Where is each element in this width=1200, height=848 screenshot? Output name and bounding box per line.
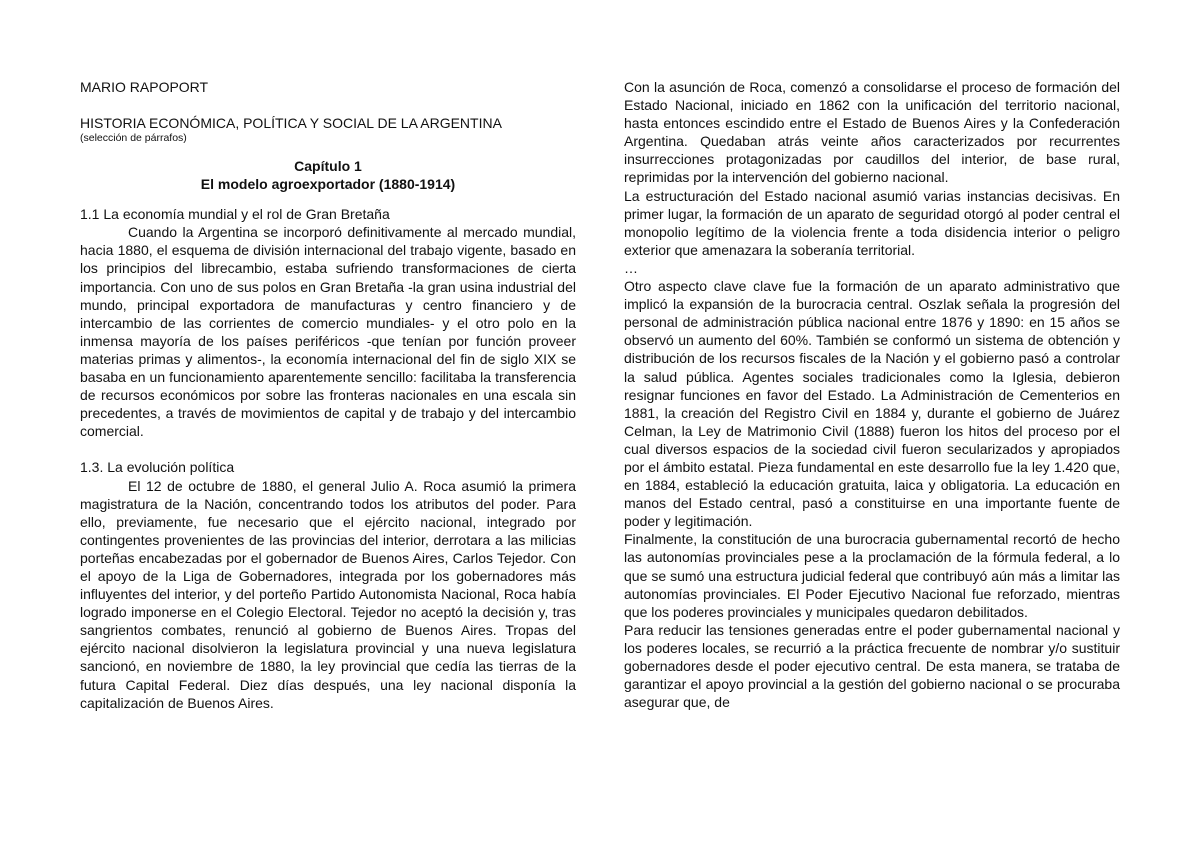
subtitle: (selección de párrafos)	[80, 132, 187, 145]
right-column	[624, 78, 1120, 711]
section-heading-1: 1.1 La economía mundial y el rol de Gran Bretaña	[80, 206, 390, 223]
paragraph-burocracia: Finalmente, la constitución de una burocracia gubernamental recortó de hecho las autonomías provinciales pese a la proclamación de la fórmula federal, a lo que se sumó una estructura judicial federal que contribuyó aún más a limitar las autonomías provinciales. El Poder Ejecutivo Nacional fue reforzado, mientras que los poderes provinciales y municipales quedaron debilitados.	[624, 531, 1120, 620]
paragraph-tensiones: Para reducir las tensiones generadas entre el poder gubernamental nacional y los poderes locales, se recurrió a la práctica frecuente de nombrar y/o sustituir gobernadores desde el poder ejecutivo central. De esta manera, se trataba de garantizar el apoyo provincial a la gestión del gobierno nacional o se procuraba asegurar que, de	[624, 621, 1120, 711]
left-column	[80, 78, 576, 712]
section-1-paragraph: Cuando la Argentina se incorporó definitivamente al mercado mundial, hacia 1880, el esquema de división internacional del trabajo vigente, basado en los principios del librecambio, estaba sufriendo transformaciones de cierta importancia. Con uno de sus polos en Gran Bretaña -la gran usina industrial del mundo, principal exportadora de manufacturas y centro financiero y de intercambio de las corrientes de comercio mundiales- y el otro polo en la inmensa mayoría de los países periféricos -que tenían por función proveer materias primas y alimentos-, la economía internacional del fin de siglo XIX se basaba en un funcionamiento aparentemente sencillo: facilitaba la transferencia de recursos económicos por sobre las fronteras nacionales en una escala sin precedentes, a través de movimientos de capital y de trabajo y del intercambio comercial.	[80, 224, 576, 440]
book-title: HISTORIA ECONÓMICA, POLÍTICA Y SOCIAL DE LA ARGENTINA	[80, 115, 502, 132]
chapter-heading	[80, 157, 576, 193]
paragraph-estructuracion: La estructuración del Estado nacional asumió varias instancias decisivas. En primer lugar, la formación de un aparato de seguridad otorgó al poder central el monopolio legítimo de la violencia frente a toda disidencia interior o peligro exterior que amenazara la soberanía territorial.	[624, 187, 1120, 258]
ellipsis: …	[624, 259, 638, 276]
chapter-title: El modelo agroexportador (1880-1914)	[200, 176, 456, 193]
section-3-paragraph: El 12 de octubre de 1880, el general Julio A. Roca asumió la primera magistratura de la Nación, concentrando todos los atributos del poder. Para ello, previamente, fue necesario que el ejército nacional, integrado por contingentes provenientes de las provincias del interior, derrotara a las milicias porteñas encabezadas por el gobernador de Buenos Aires, Carlos Tejedor. Con el apoyo de la Liga de Gobernadores, integrada por los gobernadores más influyentes del interior, y del porteño Partido Autonomista Nacional, Roca había logrado imponerse en el Colegio Electoral. Tejedor no aceptó la decisión y, tras sangrientos combates, renunció al gobierno de Buenos Aires. Tropas del ejército nacional disolvieron la legislatura provincial y una nueva legislatura sancionó, en noviembre de 1880, la ley provincial que cedía las tierras de la futura Capital Federal. Diez días después, una ley nacional disponía la capitalización de Buenos Aires.	[80, 477, 576, 711]
author-name: MARIO RAPOPORT	[80, 79, 209, 95]
section-heading-3: 1.3. La evolución política	[80, 459, 235, 476]
spacer	[80, 440, 576, 458]
chapter-label: Capítulo 1	[294, 158, 362, 175]
paragraph-roca: Con la asunción de Roca, comenzó a consolidarse el proceso de formación del Estado Nacional, iniciado en 1862 con la unificación del territorio nacional, hasta entonces escindido entre el Estado de Buenos Aires y la Confederación Argentina. Quedaban atrás veinte años caracterizados por recurrentes insurrecciones protagonizadas por caudillos del interior, de base rural, reprimidas por la intervención del gobierno nacional.	[624, 79, 1120, 186]
paragraph-aparato-administrativo: Otro aspecto clave clave fue la formación de un aparato administrativo que implicó la expansión de la burocracia central. Oszlak señala la progresión del personal de administración pública nacional entre 1876 y 1890: en 15 años se observó un aumento del 60%. También se conformó un sistema de obtención y distribución de los recursos fiscales de la Nación y el gobierno pasó a controlar la salud pública. Agentes sociales tradicionales como la Iglesia, debieron resignar funciones en favor del Estado. La Administración de Cementerios en 1881, la creación del Registro Civil en 1884 y, durante el gobierno de Juárez Celman, la Ley de Matrimonio Civil (1888) fueron los hitos del proceso por el cual diversos espacios de la sociedad civil fueron secularizados y apropiados por el ámbito estatal. Pieza fundamental en este desarrollo fue la ley 1.420 que, en 1884, estableció la educación gratuita, laica y obligatoria. La educación en manos del Estado central, pasó a constituirse en una importante fuente de poder y legitimación.	[624, 278, 1120, 530]
